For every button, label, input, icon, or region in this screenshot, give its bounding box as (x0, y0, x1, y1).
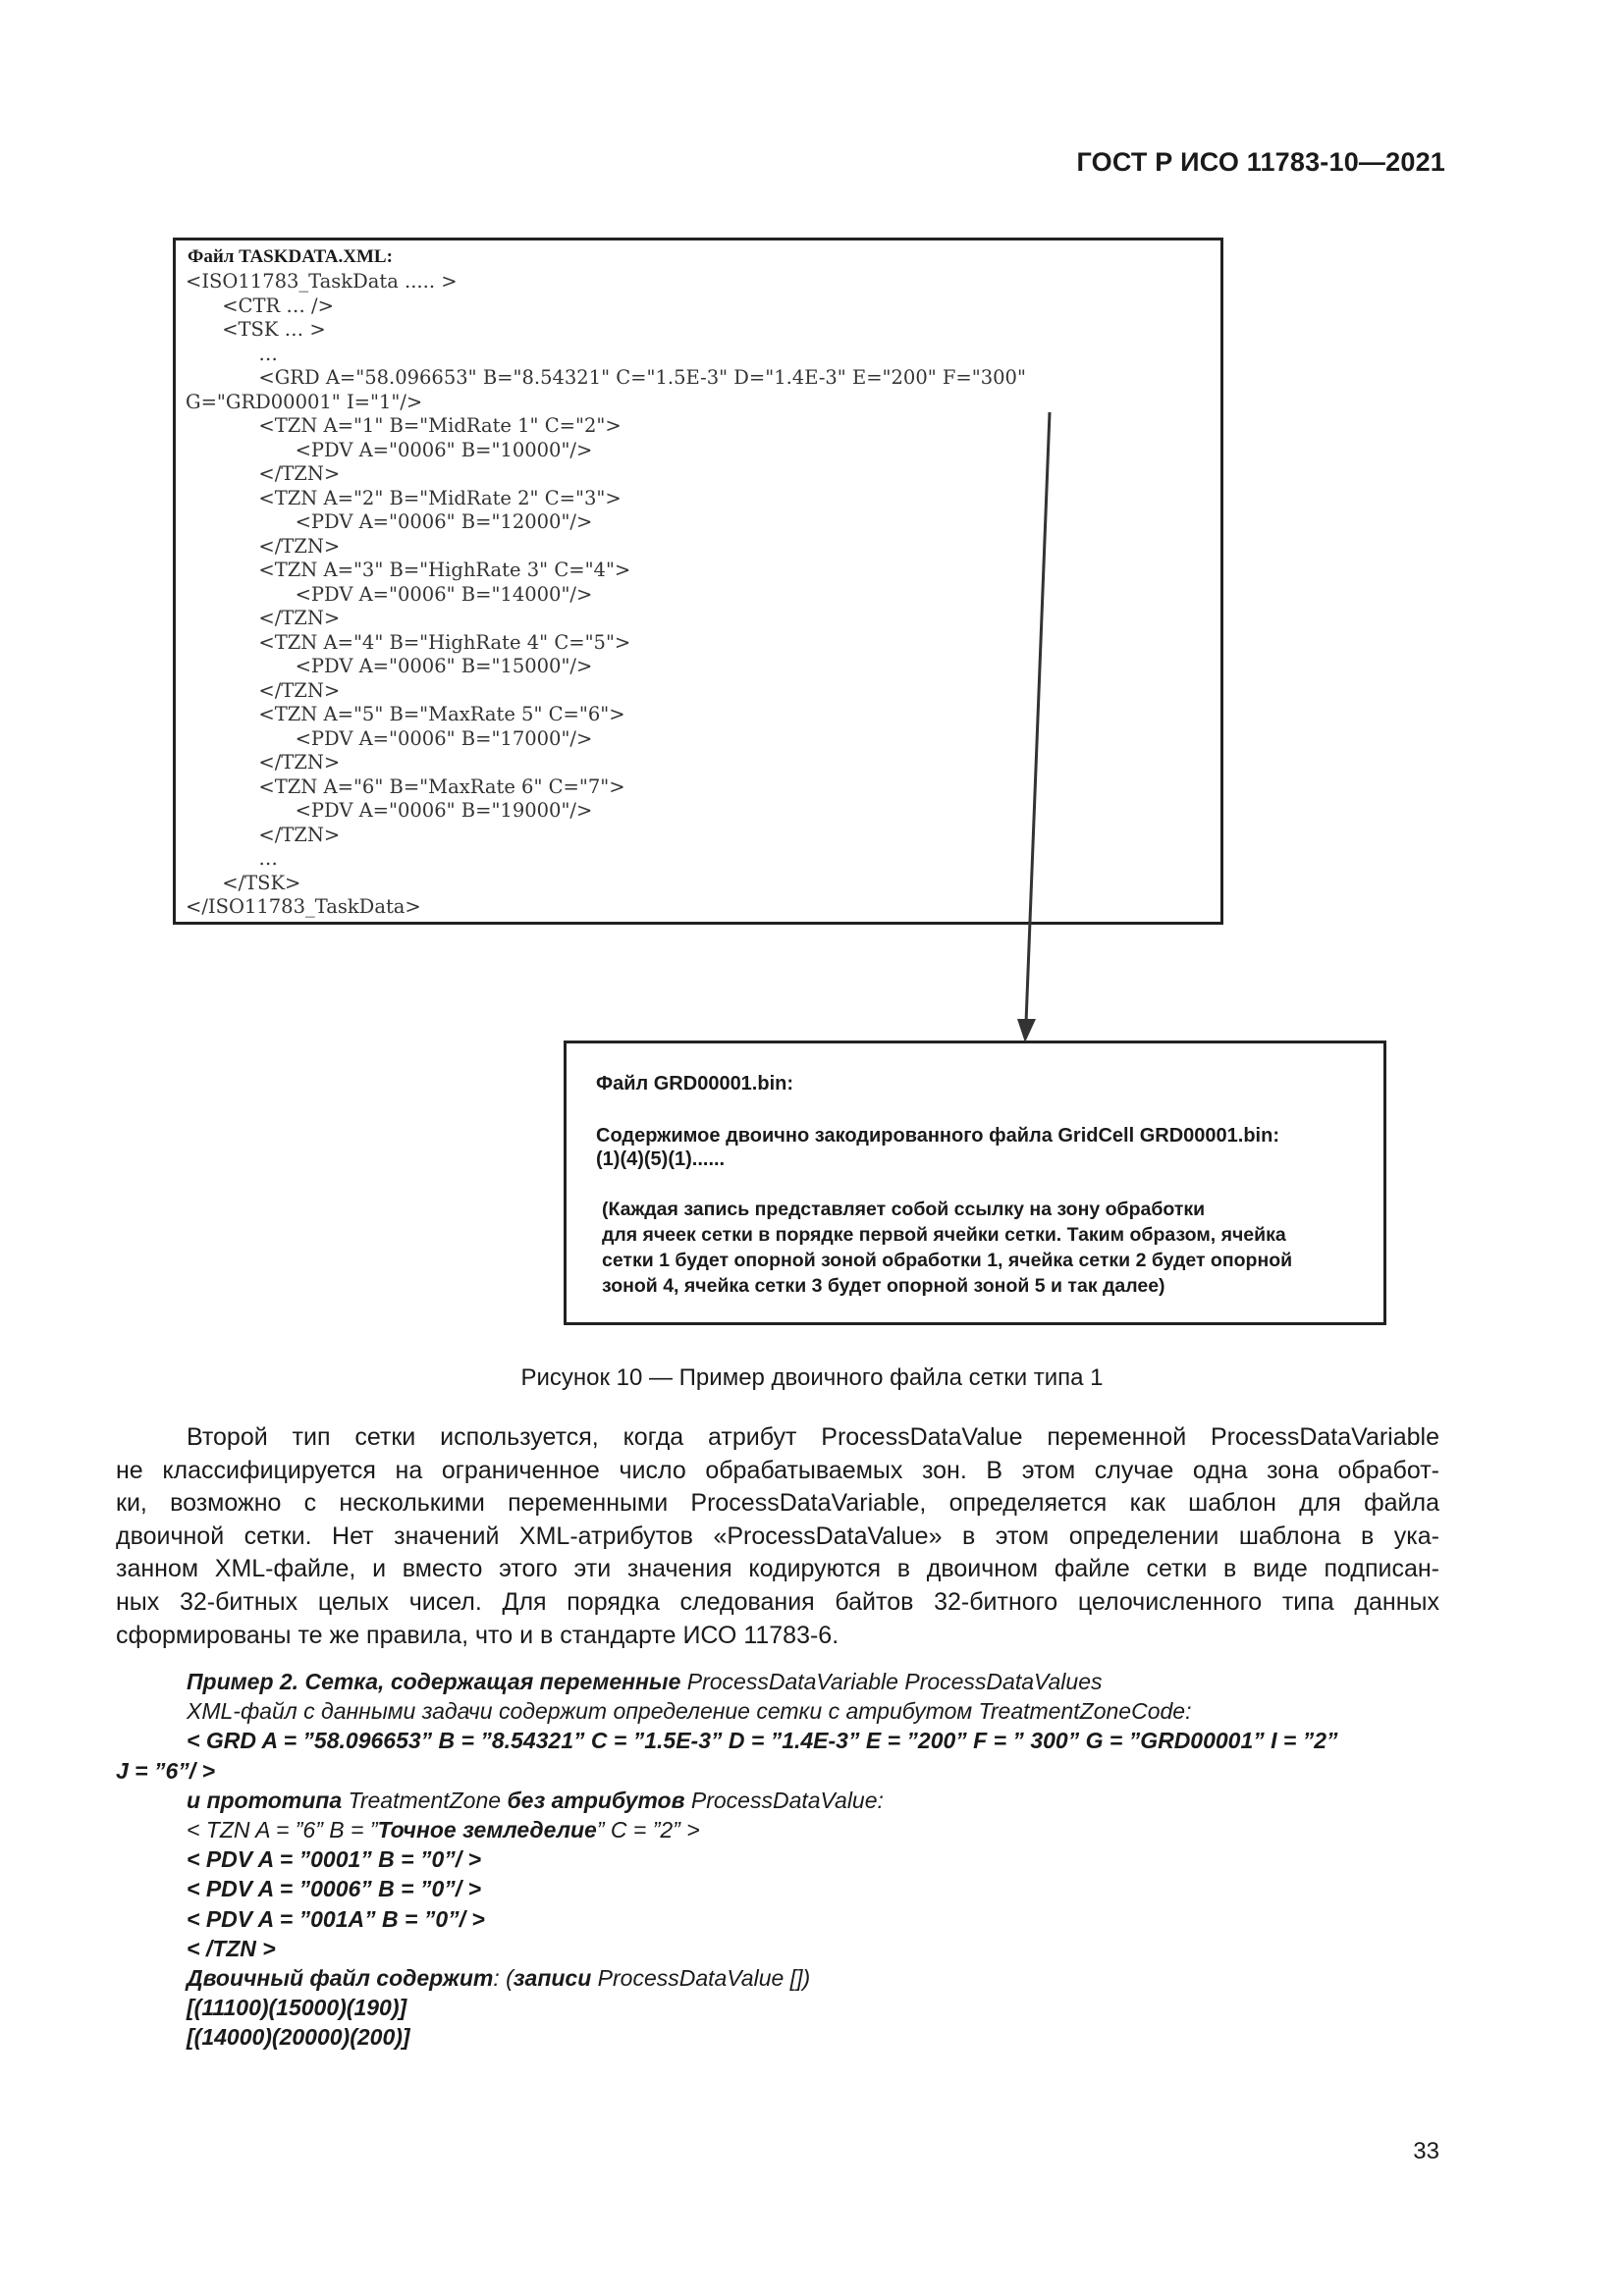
example-text: ProcessDataValue: (684, 1787, 884, 1813)
example-pdv-line (116, 1844, 1439, 1874)
bin-file-content (596, 1124, 1279, 1171)
bin-content-value: (1)(4)(5)(1)...... (596, 1148, 726, 1170)
example-text: ” C = ”2” > (596, 1817, 700, 1843)
figure-caption: Рисунок 10 — Пример двоичного файла сетки типа 1 (520, 1364, 1104, 1391)
bin-content-title: Содержимое двоично закодированного файла GridCell GRD00001.bin: (596, 1125, 1279, 1147)
example-bold: записи (513, 1965, 592, 1992)
xml-line: </TZN> (186, 751, 341, 774)
xml-line: </ISO11783_TaskData> (186, 895, 421, 918)
bin-file-box (564, 1041, 1386, 1325)
xml-line: <ISO11783_TaskData ..... > (186, 270, 458, 293)
xml-line: </TZN> (186, 462, 341, 485)
example-bold: Точное земледелие (377, 1817, 597, 1843)
example-grd-line (116, 1726, 1439, 1755)
example-heading-rest: ProcessDataVariable ProcessDataValues (680, 1669, 1103, 1694)
example-bold: < PDV A = ”0006” B = ”0”/ > (187, 1876, 481, 1902)
example-tzn-line (116, 1815, 1439, 1844)
xml-line: </TZN> (186, 534, 341, 558)
xml-line: G="GRD00001" I="1"/> (186, 390, 423, 413)
example-grd-line-cont (116, 1756, 1439, 1786)
xml-file-title: Файл TASKDATA.XML: (188, 246, 393, 267)
example-line: XML-файл с данными задачи содержит определение сетки с атрибутом TreatmentZoneCode: (187, 1698, 1192, 1725)
body-paragraph (116, 1421, 1439, 1652)
example-bold: < PDV A = ”001A” B = ”0”/ > (187, 1905, 485, 1932)
paragraph-line: не классифицируется на ограниченное число обрабатываемых зон. В этом случае одна зона обработ- (116, 1456, 1439, 1484)
example-text: TreatmentZone (342, 1787, 508, 1813)
paragraph-line: ных 32-битных целых чисел. Для порядка следования байтов 32-битного целочисленного типа данных (116, 1587, 1439, 1616)
xml-line: <CTR … /> (186, 294, 334, 317)
arrow-line (1026, 412, 1050, 1023)
bin-file-title: Файл GRD00001.bin: (596, 1073, 794, 1095)
xml-line: <GRD A="58.096653" B="8.54321" C="1.5E-3" D="1.4E-3" E="200" F="300" (186, 366, 1026, 389)
paragraph-line: сформированы те же правила, что и в стандарте ИСО 11783-6. (116, 1621, 839, 1649)
arrow-head-icon (1017, 1019, 1036, 1042)
example-bold: < PDV A = ”0001” B = ”0”/ > (187, 1846, 481, 1873)
example-text: < TZN A = ”6” B = ” (187, 1817, 378, 1843)
paragraph-line: двоичной сетки. Нет значений XML-атрибутов «ProcessDataValue» в этом определении шаблона в ука- (116, 1522, 1439, 1550)
example-prototype-line (116, 1786, 1439, 1815)
example-binary-line (116, 1963, 1439, 1993)
xml-line: <TZN A="3" B="HighRate 3" C="4"> (186, 559, 631, 581)
example-bold: Двоичный файл содержит (187, 1965, 494, 1992)
xml-line: <TZN A="5" B="MaxRate 5" C="6"> (186, 703, 625, 725)
xml-line: <PDV A="0006" B="12000"/> (186, 510, 593, 533)
xml-line: <TZN A="2" B="MidRate 2" C="3"> (186, 486, 622, 509)
xml-line: <TZN A="4" B="HighRate 4" C="5"> (186, 630, 631, 654)
xml-line: <PDV A="0006" B="15000"/> (186, 655, 593, 677)
xml-line: <PDV A="0006" B="10000"/> (186, 438, 593, 461)
xml-line: <TZN A="6" B="MaxRate 6" C="7"> (186, 774, 625, 798)
note-line: сетки 1 будет опорной зоной обработки 1, ячейка сетки 2 будет опорной (602, 1250, 1293, 1271)
example-text: : ( (493, 1965, 514, 1992)
xml-line: <PDV A="0006" B="19000"/> (186, 799, 593, 822)
xml-line: </TZN> (186, 607, 341, 629)
xml-line: </TZN> (186, 823, 341, 846)
example-pdv-line (116, 1904, 1439, 1934)
xml-line: <TSK … > (186, 318, 326, 341)
xml-line: </TZN> (186, 678, 341, 702)
xml-line: … (186, 342, 278, 365)
note-line: зоной 4, ячейка сетки 3 будет опорной зоной 5 и так далее) (602, 1275, 1165, 1297)
example-heading-bold: Пример 2. Сетка, содержащая переменные (187, 1669, 681, 1694)
xml-line: <PDV A="0006" B="17000"/> (186, 726, 593, 750)
example-tzn-close (116, 1934, 1439, 1963)
example-bold: < /TZN > (187, 1935, 276, 1961)
paragraph-line: Второй тип сетки используется, когда атрибут ProcessDataValue переменной ProcessDataVariable (187, 1423, 1439, 1451)
xml-line: <TZN A="1" B="MidRate 1" C="2"> (186, 414, 622, 437)
example-block (116, 1667, 1439, 2053)
example-pdv-line (116, 1874, 1439, 1903)
page-header: ГОСТ Р ИСО 11783-10—2021 (1076, 147, 1445, 177)
note-line: для ячеек сетки в порядке первой ячейки сетки. Таким образом, ячейка (602, 1224, 1286, 1246)
page-number: 33 (1413, 2138, 1439, 2164)
example-bold: [(11100)(15000)(190)] (187, 1995, 407, 2021)
example-text: ProcessDataValue []) (591, 1965, 811, 1992)
example-grd-text: < GRD A = ”58.096653” B = ”8.54321” C = ”1.5E-3” D = ”1.4E-3” E = ”200” F = ” 300” G = ”GRD00001” I = ”2” (187, 1728, 1338, 1754)
example-grd-text-cont: J = ”6”/ > (116, 1757, 216, 1784)
example-heading (116, 1667, 1439, 1696)
bin-file-note (602, 1197, 1292, 1299)
example-bold: без атрибутов (507, 1787, 685, 1813)
paragraph-line: ки, возможно с несколькими переменными ProcessDataVariable, определяется как шаблон для файла (116, 1489, 1439, 1518)
example-record-line (116, 2022, 1439, 2052)
example-bold: [(14000)(20000)(200)] (187, 2024, 410, 2051)
xml-line: </TSK> (186, 871, 301, 894)
example-record-line (116, 1993, 1439, 2022)
example-bold: и прототипа (187, 1787, 343, 1813)
xml-line: … (186, 847, 278, 870)
paragraph-line: занном XML-файле, и вместо этого эти значения кодируются в двоичном файле сетки в виде подписан- (116, 1555, 1439, 1583)
xml-line: <PDV A="0006" B="14000"/> (186, 582, 593, 606)
note-line: (Каждая запись представляет собой ссылку на зону обработки (602, 1199, 1206, 1220)
